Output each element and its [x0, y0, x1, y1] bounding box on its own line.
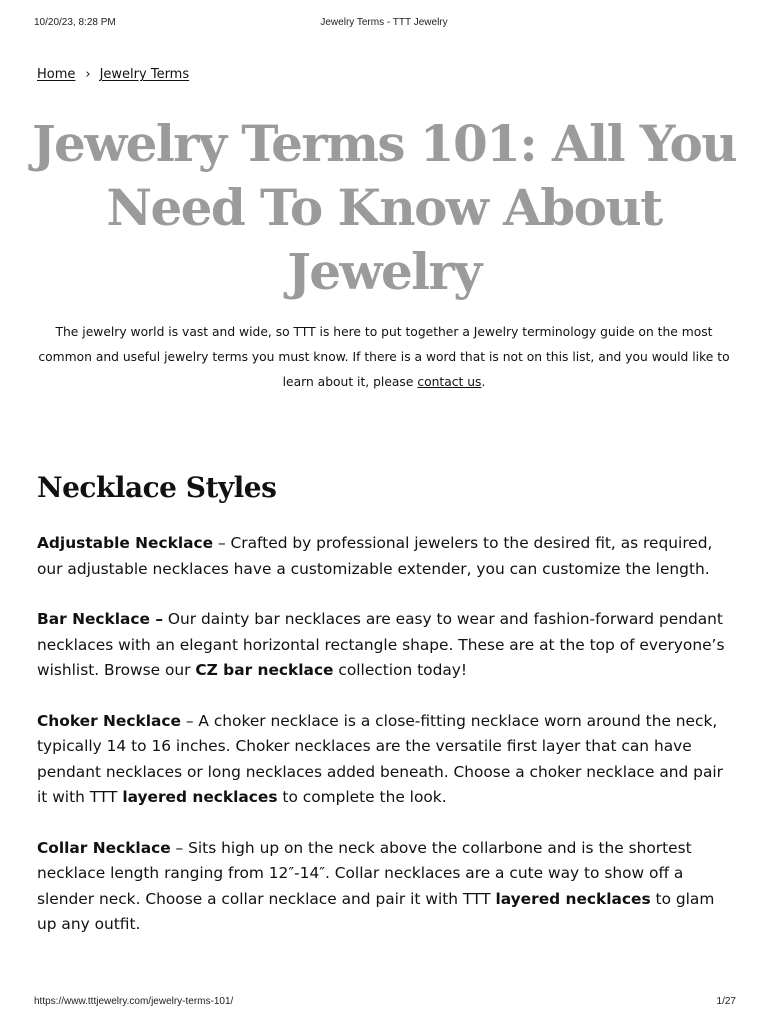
layered-necklaces-link[interactable]: layered necklaces [495, 889, 651, 908]
intro-text-end: . [481, 375, 486, 389]
breadcrumb-home-link[interactable]: Home [37, 67, 76, 82]
breadcrumb [37, 67, 189, 82]
page-title [20, 112, 748, 304]
entry-term: Adjustable Necklace [37, 534, 214, 552]
intro-text: The jewelry world is vast and wide, so TTT is here to put together a Jewelry terminology guide on the most common and useful jewelry terms you must know. If there is a word that is not on this list, and you would like to learn about it, please [38, 325, 730, 389]
entry-term: Choker Necklace [37, 711, 181, 730]
page-title-line-1: Jewelry Terms 101: All You [31, 114, 737, 173]
cz-bar-necklace-link[interactable]: CZ bar necklace [195, 661, 334, 679]
print-page-number: 1/27 [716, 996, 736, 1007]
page-title-line-2: Need To Know About [106, 178, 662, 237]
print-header [0, 17, 768, 31]
entry-body-end: to complete the look. [277, 788, 447, 806]
entry-term: Collar Necklace [37, 838, 171, 857]
entry-collar-necklace [37, 836, 737, 938]
section-heading-necklace-styles: Necklace Styles [37, 471, 277, 504]
necklace-styles-list [37, 531, 737, 963]
entry-body: – A choker necklace is a close-fitting necklace worn around the neck, typically 14 to 16 inches. Choker necklaces are the versatile first layer that can have pendant necklaces or long necklaces added beneath. Choose a choker necklace and pair it with TTT [37, 711, 723, 806]
print-url: https://www.tttjewelry.com/jewelry-terms-101/ [34, 996, 234, 1007]
entry-term: Bar Necklace – [37, 610, 164, 628]
page-title-line-3: Jewelry [287, 242, 481, 301]
entry-body-end: to glam up any outfit. [37, 889, 715, 933]
intro-paragraph [36, 320, 732, 395]
entry-body-end: collection today! [333, 661, 468, 679]
entry-body: – Crafted by professional jewelers to the desired fit, as required, our adjustable necklaces have a customizable extender, you can customize the length. [37, 534, 713, 578]
print-page-title: Jewelry Terms - TTT Jewelry [320, 17, 448, 28]
entry-body: – Sits high up on the neck above the collarbone and is the shortest necklace length ranging from 12″-14″. Collar necklaces are a cute way to show off a slender neck. Choose a collar necklace and pair it with TTT [37, 838, 692, 908]
breadcrumb-current-link[interactable]: Jewelry Terms [99, 67, 190, 82]
entry-bar-necklace [37, 607, 737, 684]
entry-choker-necklace [37, 709, 737, 811]
print-footer [0, 996, 768, 1010]
entry-body: Our dainty bar necklaces are easy to wear and fashion-forward pendant necklaces with an elegant horizontal rectangle shape. These are at the top of everyone’s wishlist. Browse our [37, 610, 725, 679]
chevron-right-icon: › [85, 67, 91, 82]
print-datetime: 10/20/23, 8:28 PM [34, 17, 116, 28]
layered-necklaces-link[interactable]: layered necklaces [122, 788, 278, 806]
contact-us-link[interactable]: contact us [417, 375, 482, 389]
entry-adjustable-necklace [37, 531, 737, 582]
